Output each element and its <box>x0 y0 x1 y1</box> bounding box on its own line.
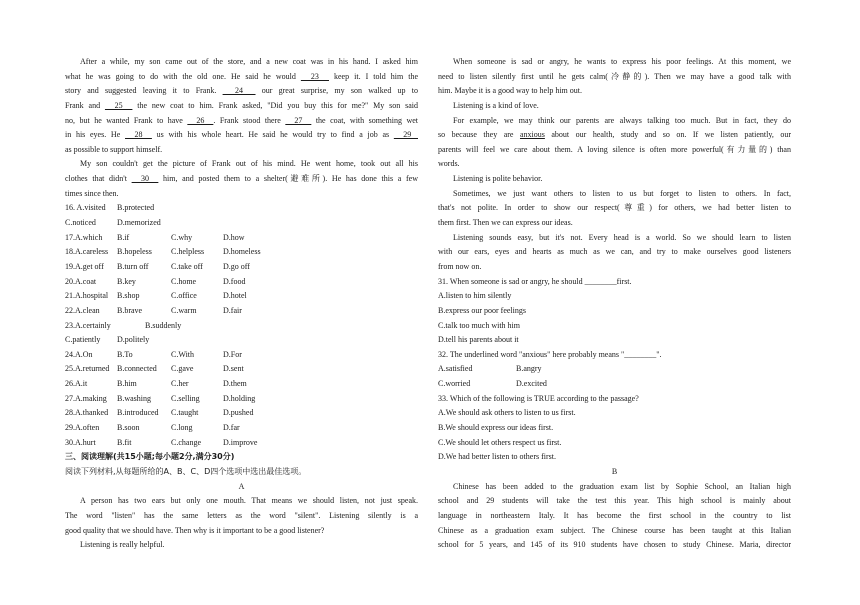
option-choice: D.homeless <box>223 247 261 257</box>
passage-line: The word "listen" has the same letters as the word "silent". Listening silently is a <box>65 510 418 520</box>
passage-line: with our ears, eyes and hearts as much as we can, and try to make ourselves good listeners <box>438 247 791 257</box>
story-line: story and suggested leaving it to Frank. 24 our great surprise, my son walked up to <box>65 86 418 96</box>
section-instruction: 阅读下列材料,从每题所给的A、B、C、D四个选项中选出最佳选项。 <box>65 466 307 476</box>
cloze-options <box>65 201 418 450</box>
passage-line: For example, we may think our parents are always talking too much. But in fact, they do <box>453 115 791 125</box>
question-32-options <box>438 362 791 391</box>
left-column <box>65 55 418 553</box>
story-line: clothes that didn't 30 him, and posted them to a shelter(避难所). He has done this a few <box>65 174 418 184</box>
option-choice: D.go off <box>223 261 250 271</box>
passage-line: Listening is polite behavior. <box>453 174 543 184</box>
option-choice: B.protected <box>117 203 155 213</box>
option-choice: D.them <box>223 379 247 389</box>
option-choice: B.if <box>117 232 130 242</box>
option-choice: B.connected <box>117 364 157 374</box>
option-choice: 29.A.often <box>65 423 100 433</box>
option-choice: D.fair <box>223 305 242 315</box>
option-choice: C.warm <box>171 305 197 315</box>
option-choice: B.key <box>117 276 136 286</box>
option-choice: A.We should ask others to listen to us first. <box>438 408 576 418</box>
option-choice: B.him <box>117 379 137 389</box>
option-choice: 18.A.careless <box>65 247 109 257</box>
option-row <box>65 436 418 451</box>
option-row <box>65 201 418 216</box>
cloze-blank: 27 <box>285 115 312 125</box>
passage-line: them first. Then we can express our ideas. <box>438 218 573 228</box>
option-choice: 22.A.clean <box>65 305 100 315</box>
option-choice: C.change <box>171 437 201 447</box>
option-choice: B.fit <box>117 437 132 447</box>
option-choice: 19.A.get off <box>65 261 104 271</box>
option-choice: D.politely <box>117 335 150 345</box>
option-row <box>65 275 418 290</box>
passage-a <box>65 494 418 553</box>
option-choice: D.tell his parents about it <box>438 335 519 345</box>
option-choice: C.gave <box>171 364 194 374</box>
option-choice: C.home <box>171 276 197 286</box>
option-choice: 16. A.visited <box>65 203 106 213</box>
option-choice: C.With <box>171 349 195 359</box>
passage-line: that's not polite. In order to show our respect(尊重) for others, we had better listen to <box>438 203 791 213</box>
option-choice: D.far <box>223 423 240 433</box>
passage-b <box>438 480 791 553</box>
option-row <box>65 245 418 260</box>
story-line: After a while, my son came out of the store, and a new coat was in his hand. I asked him <box>80 57 418 66</box>
story-line: times since then. <box>65 188 119 198</box>
cloze-blank: 29 <box>393 130 418 140</box>
cloze-blank: 23 <box>300 71 329 81</box>
passage-line: Chinese has been added to the graduation exam list by Sophie School, an Italian high <box>453 481 791 491</box>
option-choice: B.angry <box>516 364 542 374</box>
passage-a-label: A <box>238 481 245 491</box>
question-33-options <box>438 406 791 465</box>
option-choice: D.excited <box>516 379 547 389</box>
option-row <box>438 406 791 421</box>
option-choice: C.selling <box>171 393 200 403</box>
option-choice: 23.A.certainly <box>65 320 111 330</box>
option-choice: B.We should express our ideas first. <box>438 423 554 433</box>
option-choice: D.For <box>223 349 242 359</box>
passage-line: need to listen silently first until he gets calm(冷静的). Then we may have a good talk with <box>438 71 791 81</box>
option-row <box>65 348 418 363</box>
option-choice: C.her <box>171 379 189 389</box>
question-32: 32. The underlined word "anxious" here probably means "________". <box>438 349 662 359</box>
option-choice: D.how <box>223 232 245 242</box>
passage-line: Listening sounds easy, but it's not. Every head is a world. So we should learn to listen <box>453 232 791 242</box>
option-choice: C.patiently <box>65 335 101 345</box>
option-choice: 20.A.coat <box>65 276 97 286</box>
cloze-blank: 25 <box>104 100 133 110</box>
passage-line: from now on. <box>438 261 482 271</box>
underlined-word: anxious <box>519 130 545 140</box>
option-choice: D.improve <box>223 437 258 447</box>
option-choice: C.helpless <box>171 247 205 257</box>
passage-line: him. Maybe it is a good way to help him out. <box>438 86 582 96</box>
option-row <box>438 319 791 334</box>
question-31: 31. When someone is sad or angry, he should ________first. <box>438 276 632 286</box>
option-choice: C.take off <box>171 261 203 271</box>
option-choice: C.We should let others respect us first. <box>438 437 562 447</box>
option-choice: 24.A.On <box>65 349 93 359</box>
option-choice: B.turn off <box>117 261 149 271</box>
option-row <box>438 304 791 319</box>
passage-line: A person has two ears but only one mouth. That means we should listen, not just speak. <box>80 496 418 506</box>
option-row <box>65 260 418 275</box>
option-choice: B.suddenly <box>145 320 182 330</box>
option-choice: D.food <box>223 276 246 286</box>
option-choice: C.why <box>171 232 193 242</box>
option-choice: D.pushed <box>223 408 254 418</box>
passage-a-continued <box>438 55 791 275</box>
option-choice: B.introduced <box>117 408 159 418</box>
question-31-options <box>438 289 791 348</box>
passage-line: school for 5 years, and 145 of its 910 students have chosen to study Chinese. Maria, director <box>438 540 791 550</box>
option-row <box>65 377 418 392</box>
question-33: 33. Which of the following is TRUE according to the passage? <box>438 393 639 403</box>
passage-line: Sometimes, we just want others to listen to us but forget to listen to others. In fact, <box>453 188 791 198</box>
option-choice: B.washing <box>117 393 151 403</box>
story-line: in his eyes. He 28 us with his whole heart. He said he would try to find a job as 29 <box>65 130 418 140</box>
passage-line: words. <box>438 159 460 169</box>
story-line: what he was going to do with the old one. He said he would 23 keep it. I told him the <box>65 71 418 81</box>
story-line: Frank and 25 the new coat to him. Frank asked, "Did you buy this for me?" My son said <box>65 100 418 110</box>
option-row <box>438 333 791 348</box>
option-choice: B.brave <box>117 305 143 315</box>
option-choice: C.worried <box>438 379 471 389</box>
option-choice: 26.A.it <box>65 379 88 389</box>
passage-line: Chinese as a graduation exam subject. The Chinese course has been taught at this Italian <box>438 525 791 535</box>
option-choice: C.talk too much with him <box>438 320 520 330</box>
section-title: 三、阅读理解(共15小题;每小题2分,满分30分) <box>65 452 235 462</box>
option-row <box>65 304 418 319</box>
option-row <box>65 362 418 377</box>
option-row <box>65 216 418 231</box>
option-row <box>65 333 418 348</box>
cloze-blank: 24 <box>222 86 256 96</box>
option-choice: C.taught <box>171 408 199 418</box>
option-choice: B.To <box>117 349 133 359</box>
option-choice: D.holding <box>223 393 256 403</box>
passage-line: Listening is really helpful. <box>80 540 165 550</box>
cloze-blank: 30 <box>131 174 159 184</box>
passage-line: Listening is a kind of love. <box>453 100 539 110</box>
option-choice: 25.A.returned <box>65 364 110 374</box>
option-choice: B.hopeless <box>117 247 152 257</box>
option-choice: 28.A.thanked <box>65 408 109 418</box>
option-row <box>65 319 418 334</box>
option-choice: C.long <box>171 423 193 433</box>
option-row <box>438 289 791 304</box>
cloze-blank: 28 <box>125 130 152 140</box>
option-row <box>438 362 791 377</box>
passage-line: school and 29 students will take the test this year. This high school is mainly about <box>438 496 791 506</box>
option-row <box>65 421 418 436</box>
story-line: as possible to support himself. <box>65 144 163 154</box>
option-choice: D.We had better listen to others first. <box>438 452 556 462</box>
option-choice: D.sent <box>223 364 244 374</box>
option-choice: B.shop <box>117 291 140 301</box>
option-choice: C.office <box>171 291 197 301</box>
option-choice: C.noticed <box>65 218 96 228</box>
cloze-story <box>65 55 418 201</box>
passage-line: so because they are anxious about our health, study and so on. If we listen patiently, our <box>438 130 791 140</box>
story-line: no, but he wanted Frank to have 26 . Frank stood there 27 the coat, with something wet <box>65 115 418 125</box>
option-choice: 27.A.making <box>65 393 107 403</box>
option-choice: B.express our poor feelings <box>438 305 526 315</box>
passage-b-label: B <box>611 466 618 476</box>
right-column <box>438 55 791 553</box>
cloze-blank: 26 <box>187 115 214 125</box>
option-row <box>438 436 791 451</box>
option-choice: B.soon <box>117 423 140 433</box>
option-choice: 30.A.hurt <box>65 437 96 447</box>
option-choice: A.satisfied <box>438 364 473 374</box>
option-choice: D.hotel <box>223 291 247 301</box>
option-row <box>65 406 418 421</box>
passage-line: language in northeastern Italy. It has become the first school in the country to list <box>438 510 791 520</box>
option-row <box>65 289 418 304</box>
option-choice: 21.A.hospital <box>65 291 109 301</box>
option-choice: D.memorized <box>117 218 161 228</box>
passage-line: parents will feel we care about them. A loving silence is often more powerful(有力量的) than <box>438 144 791 154</box>
option-row <box>438 377 791 392</box>
option-row <box>438 421 791 436</box>
option-choice: 17.A.which <box>65 232 103 242</box>
passage-line: When someone is sad or angry, he wants to express his poor feelings. At this moment, we <box>453 57 791 66</box>
option-row <box>438 450 791 465</box>
option-row <box>65 392 418 407</box>
option-choice: A.listen to him silently <box>438 291 512 301</box>
option-row <box>65 231 418 246</box>
passage-line: good quality that we should have. Then why is it important to be a good listener? <box>65 525 325 535</box>
story-line: My son couldn't get the picture of Frank out of his mind. He went home, took out all his <box>80 159 418 169</box>
